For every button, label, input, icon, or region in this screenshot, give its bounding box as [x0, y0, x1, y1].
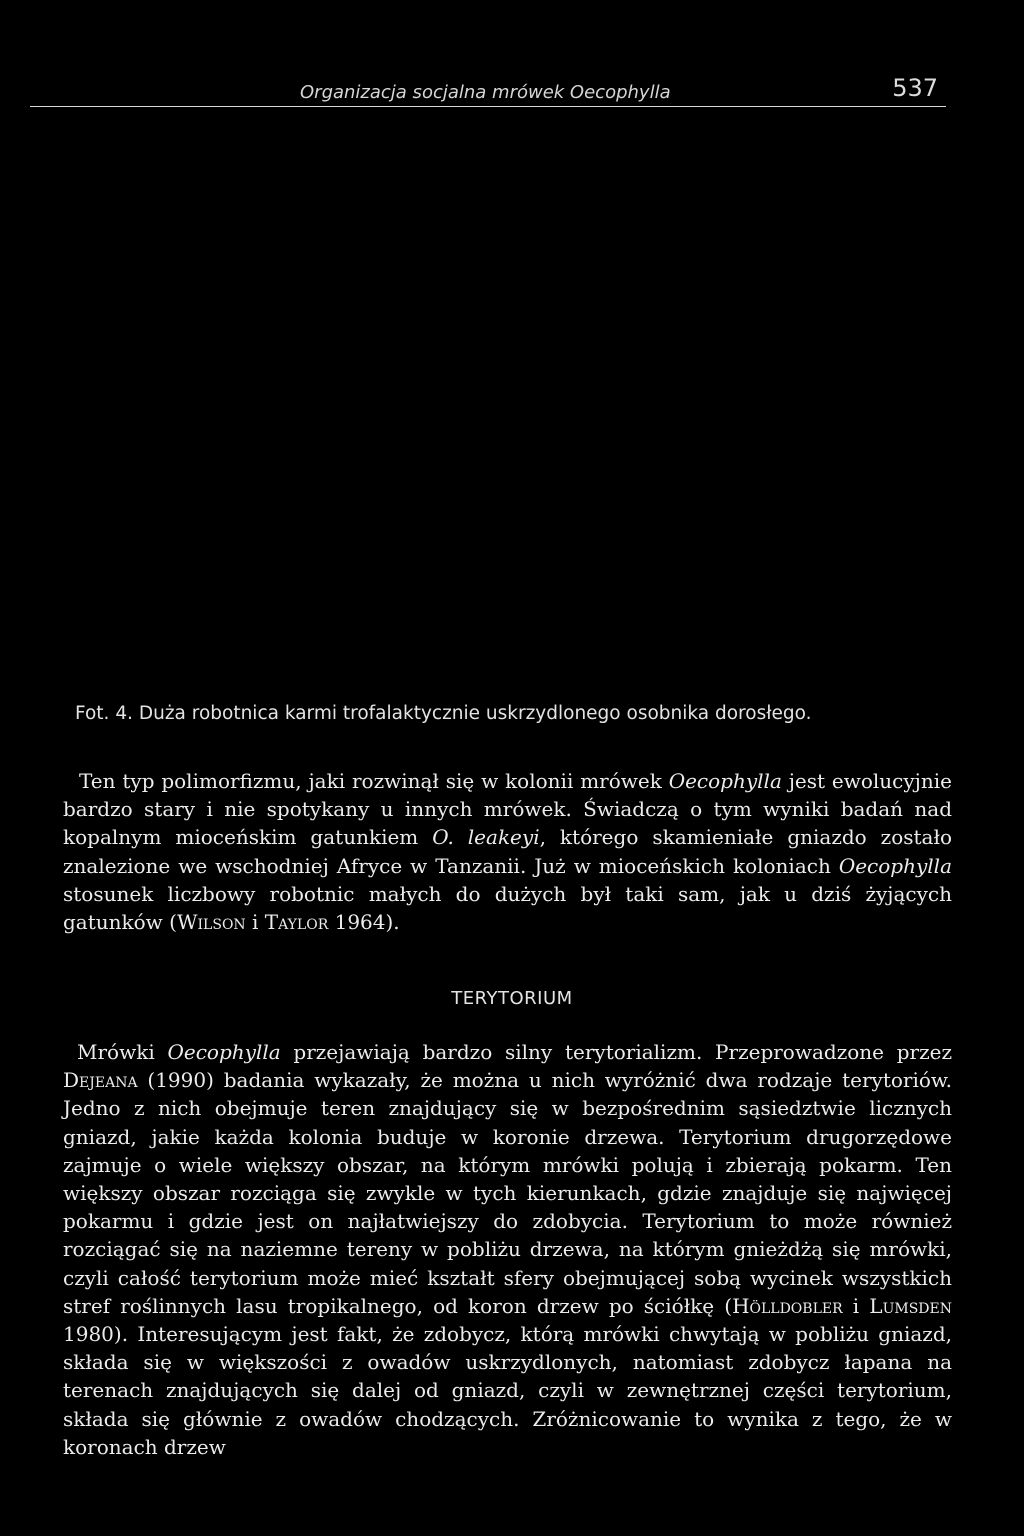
author-name: Wilson [176, 910, 246, 935]
text-span: stosunek liczbowy robotnic małych do dużych był taki sam, jak u dziś żyjących gatunków ( [63, 881, 952, 935]
section-heading: TERYTORIUM [451, 988, 573, 1009]
page-header [30, 72, 946, 107]
author-name: Hölldobler [732, 1293, 843, 1318]
paragraph-polymorphism [63, 767, 952, 936]
text-span: , którego skamieniałe gniazdo zostało znalezione we wschodniej Afryce w Tanzanii. Już w mioceńskich koloniach [63, 825, 952, 878]
author-name: Lumsden [869, 1293, 952, 1318]
genus-name: Oecophylla [167, 1040, 281, 1064]
figure-photo [30, 110, 994, 690]
text-span: jest ewolucyjnie bardzo stary i nie spotykany u innych mrówek. Świadczą o tym wyniki badań nad kopalnym mioceńskim gatunkiem [63, 769, 952, 850]
text-span: Ten typ polimorfizmu, jaki rozwinął się w kolonii mrówek [79, 769, 669, 793]
text-span: (1990) badania wykazały, że można u nich wyróżnić dwa rodzaje terytoriów. Jedno z nich obejmuje teren znajdujący się w bezpośrednim sąsiedztwie licznych gniazd, jakie każda kolonia buduje w koronie drzewa. Terytorium drugorzędowe zajmuje o wiele większy obszar, na którym mrówki polują i zbierają pokarm. Ten większy obszar rozciąga się zwykle w tych kierunkach, gdzie znajduje się najwięcej pokarmu i gdzie jest on najłatwiejszy do zdobycia. Terytorium to może również rozciągać się na naziemne tereny w pobliżu drzewa, na którym gnieżdżą się mrówki, czyli całość terytorium może mieć kształt sfery obejmującej sobą wycinek wszystkich stref roślinnych lasu tropikalnego, od koron drzew po ściółkę ( [63, 1068, 952, 1318]
author-name: Taylor [264, 910, 329, 935]
text-span: i [842, 1293, 870, 1318]
text-span: i [245, 910, 265, 935]
figure-caption: Fot. 4. Duża robotnica karmi trofalaktycznie uskrzydlonego osobnika dorosłego. [75, 703, 812, 724]
species-name: O. leakeyi [432, 825, 540, 850]
text-span: przejawiają bardzo silny terytorializm. Przeprowadzone przez [280, 1040, 953, 1064]
genus-name: Oecophylla [668, 769, 782, 793]
text-span: Mrówki [77, 1040, 168, 1064]
text-span: 1964). [328, 910, 400, 935]
paragraph-territory [63, 1038, 952, 1461]
page-number: 537 [892, 74, 938, 102]
author-name: Dejeana [63, 1068, 138, 1093]
running-title: Organizacja socjalna mrówek Oecophylla [300, 82, 671, 103]
text-span: 1980). Interesującym jest fakt, że zdobycz, którą mrówki chwytają w pobliżu gniazd, składa się w większości z owadów uskrzydlonych, natomiast zdobycz łapana na terenach znajdujących się dalej od gniazd, czyli w zewnętrznej części terytorium, składa się głównie z owadów chodzących. Zróżnicowanie to wynika z tego, że w koronach drzew [63, 1322, 952, 1459]
genus-name: Oecophylla [838, 853, 952, 878]
